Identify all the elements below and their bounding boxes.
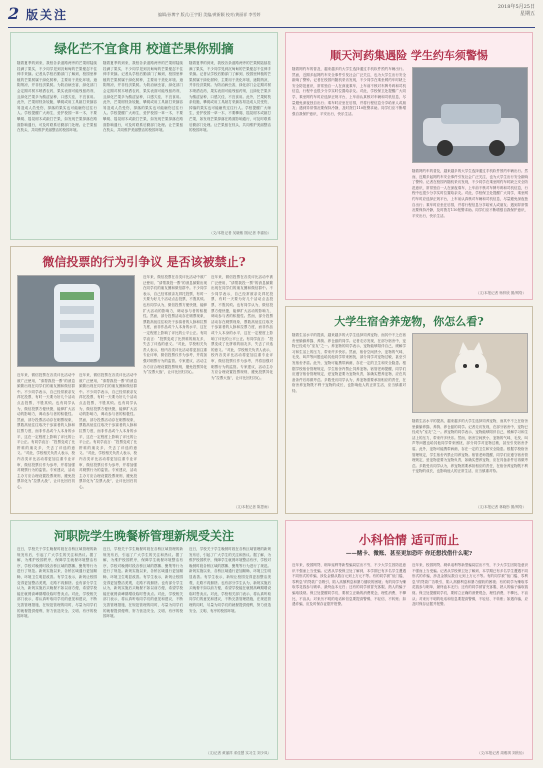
article-credit: （文/记者 黄丽祥 邓佳慧 实习生 刘少凤）: [205, 751, 271, 755]
article-photo: [17, 275, 135, 367]
article-body-col-3: 随着夏季的到来，我校各条道路两旁的芒果树陆续挂满了果实，不少同学见到沉甸甸的芒果便忍不住伸手采摘。记者从学校后勤部门了解到，校园里种植的芒果树属于绿化树种，主要用于美化环境、遮阴纳凉，并非经济果树。为防治病虫害，绿化部门会定期对树木喷洒农药，果实表面可能残留药剂，且绿化芒果多为酸涩品种，口感欠佳，不宜食用。此外，芒果树枝条较脆，攀爬或用工具敲打采摘容易造成人员受伤，掉落的果实也可能砸伤过往行人。学校提醒广大师生，爱护校园一草一木，不要攀爬、摇晃树木或敲打芒果，如发现芒果掉落在路面影响通行，可及时联系后勤部门处理。让芒果留在枝头，共同维护美丽整洁的校园环境。: [189, 61, 271, 133]
article-dinner-rules: [10, 520, 278, 760]
date-text: 2018年5月25日: [497, 4, 535, 10]
article-title: 小科恰情 适可而止: [358, 533, 460, 547]
article-subtitle: ——赌卡、微账、甚至更加恐吓 你还想找借什么呢?: [345, 551, 473, 557]
article-body-col-2: 近日，学校关于学生晚餐时段在各桥区域管理的新规发布后，引起了广大学生的关注和热议。据了解，为维护校园秩序，保障学生就餐环境整洁有序，学校对晚餐时段各桥区域的摆摊、聚集等行为进行了规范。新规实施以来，各桥区域通行更加顺畅，环境卫生明显改善。有学生表示，新规让校园变得更加整洁美观，走路不再拥挤。也有部分学生认为，新规实施后买晚餐不如以前方便，希望学校能在就餐高峰期增设临时售卖点。对此，学校相关部门表示，将认真听取同学们的意见和建议，不断完善管理措施，在规范管理的同时，尽量为同学们的就餐提供便利，努力营造安全、文明、有序的校园环境。: [103, 547, 183, 619]
article-title: 微信投票的行为引争议 是否该被禁止?: [42, 255, 246, 269]
article-body-col-1: 近年来，微信投票在各类评比活动中被广泛使用，“请帮我投一票”的消息频繁出现在同学们的朋友圈和微信群中。不少同学表示，自己经常被亲友拜托投票，有时一天要为好几个活动点击投票，不胜其烦。也有同学认为，微信投票方便快捷，能够扩大活动的影响力，调动参与者的积极性。然而，部分投票活动存在刷票现象，票数高低往往取决于参赛者的人脉和拉票力度，而非作品或个人本身的水平，这在一定程度上影响了评比的公平公正。有同学直言：“投票变成了比拼谁的朋友多，失去了评选的意义。”对此，学校相关负责人表示，校内各类评比活动将更加注重专业评审，微信投票仅作为参考，并将加强对刷票行为的监管。专家建议，活动主办方应合理设置投票规则，避免投票异化为“拉票大战”，让评比回归初心。: [17, 373, 75, 489]
article-credit: （文/本报记者 周雅琪 刘欣怡）: [477, 751, 526, 755]
article-body-col-2: 随着网约车的普及，越来越多的大学生选择通过手机软件预约车辆出行。然而，近期多起网约车安全事件引发社会广泛关注，也为大学生出行安全敲响了警钟。记者在校园内随机采访发现，不少同学在乘坐网约车时缺乏安全防范意识，常常独自一人在深夜乘车，上车前不核对车牌号码和司机信息，行程中也很少分享实时位置给亲友。对此，学校保卫处提醒广大同学，乘坐网约车时应选择正规平台，上车前认真核对车辆和司机信息，尽量避免深夜独自出行；乘车时应坐在后排，并将行程信息分享给家人或朋友；遇到异常情况要保持冷静，及时拨打110报警求助。同学们应不断增强自我保护意识，平安出行，快乐生活。: [412, 169, 528, 218]
article-title: 河职院学生晚餐桥管理新规受关注: [53, 529, 234, 543]
article-body-col-2: 随着生活水平的提高，越来越多的大学生选择饲养宠物，而其中不乏在宿舍里偷偷养猫、养狗、养仓鼠的同学。记者走访发现，在部分宿舍中，宠物已经成为“室友”之一。养宠物的同学表示，宠物能够陪伴自己，缓解学习和生活上的压力，带来许多快乐。然而，宿舍空间狭小，宠物的气味、毛发、叫声等问题也给其他同学带来困扰，部分同学对宠物过敏，甚至引发宿舍矛盾。此外，宠物可能携带病菌，存在一定的卫生和安全隐患。根据学校宿舍管理规定，学生宿舍内禁止饲养宠物。宿管老师提醒，同学们应遵守宿舍管理规定，爱宠物更要为宠物负责，如确实想养宠物，应在具备条件后再做考虑。多数受访同学认为，养宠物需要承担相应的责任，在宿舍养宠物既不利于宠物的成长，也影响他人的正常生活，应当慎重对待。: [412, 419, 528, 474]
article-body-col-3: 近日，学校关于学生晚餐时段在各桥区域管理的新规发布后，引起了广大学生的关注和热议。据了解，为维护校园秩序，保障学生就餐环境整洁有序，学校对晚餐时段各桥区域的摆摊、聚集等行为进行了规范。新规实施以来，各桥区域通行更加顺畅，环境卫生明显改善。有学生表示，新规让校园变得更加整洁美观，走路不再拥挤。也有部分学生认为，新规实施后买晚餐不如以前方便，希望学校能在就餐高峰期增设临时售卖点。对此，学校相关部门表示，将认真听取同学们的意见和建议，不断完善管理措施，在规范管理的同时，尽量为同学们的就餐提供便利，努力营造安全、文明、有序的校园环境。: [189, 547, 271, 613]
phone-voting-image: [18, 276, 135, 367]
header-divider: [8, 27, 535, 28]
issue-date: [498, 4, 535, 18]
editors-line: 编辑/孙博宇 版式/王宇阳 美编/黄新颖 校对/黄丽祥 李雪婷: [158, 12, 261, 17]
article-title: 顺天河药集遇险 学生约车须警惕: [330, 49, 488, 62]
article-credit: （文/本报记者 林晓彤 图/网络）: [475, 505, 526, 509]
section-title: 版关注: [26, 8, 69, 22]
article-wechat-voting: [10, 246, 278, 514]
article-credit: （文/本报记者 陈思雨）: [233, 505, 271, 509]
article-credit: （文/本报记者 杨梓欣 图/网络）: [475, 291, 526, 295]
article-body-col-1: 随着网约车的普及，越来越多的大学生选择通过手机软件预约车辆出行。然而，近期多起网约车安全事件引发社会广泛关注，也为大学生出行安全敲响了警钟。记者在校园内随机采访发现，不少同学在乘坐网约车时缺乏安全防范意识，常常独自一人在深夜乘车，上车前不核对车牌号码和司机信息，行程中也很少分享实时位置给亲友。对此，学校保卫处提醒广大同学，乘坐网约车时应选择正规平台，上车前认真核对车辆和司机信息，尽量避免深夜独自出行；乘车时应坐在后排，并将行程信息分享给家人或朋友；遇到异常情况要保持冷静，及时拨打110报警求助。同学们应不断增强自我保护意识，平安出行，快乐生活。: [292, 67, 406, 116]
pet-photo: [413, 334, 528, 413]
article-scam-warning: [285, 520, 533, 760]
article-dorm-pets: [285, 306, 533, 514]
article-greening: [10, 32, 278, 240]
article-body-col-2: 近年来，校园网贷、刷单返利等新型骗局层出不穷，不少大学生因防范意识不强而上当受骗。记者从学校保卫处了解到，本学期已有多名学生遭遇不同形式的诈骗，涉及金额从数百元到上万元不等。有的同学被“低门槛、零利息”的贷款广告吸引，陷入高额利息和暴力催收的困境；有的同学为赚取零花钱参与刷单，最终血本无归；还有的同学被冒充客服、熟人的骗子骗取钱财。保卫处提醒同学们，要树立正确的消费观念，理性消费，不攀比、不盲从；对来历不明的电话和信息要提高警惕，不轻信、不转账；如遇诈骗，应及时保存证据并报警。: [412, 563, 528, 607]
article-photo: [412, 67, 528, 163]
article-credit: （文/本报记者 吴晓敏 图/记者 李嘉怡）: [209, 231, 271, 235]
article-body-col-4: 近年来，微信投票在各类评比活动中被广泛使用，“请帮我投一票”的消息频繁出现在同学们的朋友圈和微信群中。不少同学表示，自己经常被亲友拜托投票，有时一天要为好几个活动点击投票，不胜其烦。也有同学认为，微信投票方便快捷，能够扩大活动的影响力，调动参与者的积极性。然而，部分投票活动存在刷票现象，票数高低往往取决于参赛者的人脉和拉票力度，而非作品或个人本身的水平，这在一定程度上影响了评比的公平公正。有同学直言：“投票变成了比拼谁的朋友多，失去了评选的意义。”对此，学校相关负责人表示，校内各类评比活动将更加注重专业评审，微信投票仅作为参考，并将加强对刷票行为的监管。专家建议，活动主办方应合理设置投票规则，避免投票异化为“拉票大战”，让评比回归初心。: [211, 275, 273, 380]
page-number: 2: [8, 4, 20, 23]
article-body-col-2: 随着夏季的到来，我校各条道路两旁的芒果树陆续挂满了果实，不少同学见到沉甸甸的芒果便忍不住伸手采摘。记者从学校后勤部门了解到，校园里种植的芒果树属于绿化树种，主要用于美化环境、遮阴纳凉，并非经济果树。为防治病虫害，绿化部门会定期对树木喷洒农药，果实表面可能残留药剂，且绿化芒果多为酸涩品种，口感欠佳，不宜食用。此外，芒果树枝条较脆，攀爬或用工具敲打采摘容易造成人员受伤，掉落的果实也可能砸伤过往行人。学校提醒广大师生，爱护校园一草一木，不要攀爬、摇晃树木或敲打芒果，如发现芒果掉落在路面影响通行，可及时联系后勤部门处理。让芒果留在枝头，共同维护美丽整洁的校园环境。: [103, 61, 183, 133]
article-title: 大学生宿舍养宠物，你怎么看?: [334, 315, 484, 328]
article-body-col-1: 随着生活水平的提高，越来越多的大学生选择饲养宠物，而其中不乏在宿舍里偷偷养猫、养狗、养仓鼠的同学。记者走访发现，在部分宿舍中，宠物已经成为“室友”之一。养宠物的同学表示，宠物能够陪伴自己，缓解学习和生活上的压力，带来许多快乐。然而，宿舍空间狭小，宠物的气味、毛发、叫声等问题也给其他同学带来困扰，部分同学对宠物过敏，甚至引发宿舍矛盾。此外，宠物可能携带病菌，存在一定的卫生和安全隐患。根据学校宿舍管理规定，学生宿舍内禁止饲养宠物。宿管老师提醒，同学们应遵守宿舍管理规定，爱宠物更要为宠物负责，如确实想养宠物，应在具备条件后再做考虑。多数受访同学认为，养宠物需要承担相应的责任，在宿舍养宠物既不利于宠物的成长，也影响他人的正常生活，应当慎重对待。: [292, 333, 406, 393]
article-body-col-3: 近年来，微信投票在各类评比活动中被广泛使用，“请帮我投一票”的消息频繁出现在同学们的朋友圈和微信群中。不少同学表示，自己经常被亲友拜托投票，有时一天要为好几个活动点击投票，不胜其烦。也有同学认为，微信投票方便快捷，能够扩大活动的影响力，调动参与者的积极性。然而，部分投票活动存在刷票现象，票数高低往往取决于参赛者的人脉和拉票力度，而非作品或个人本身的水平，这在一定程度上影响了评比的公平公正。有同学直言：“投票变成了比拼谁的朋友多，失去了评选的意义。”对此，学校相关负责人表示，校内各类评比活动将更加注重专业评审，微信投票仅作为参考，并将加强对刷票行为的监管。专家建议，活动主办方应合理设置投票规则，避免投票异化为“拉票大战”，让评比回归初心。: [143, 275, 207, 375]
article-body-col-1: 近日，学校关于学生晚餐时段在各桥区域管理的新规发布后，引起了广大学生的关注和热议。据了解，为维护校园秩序，保障学生就餐环境整洁有序，学校对晚餐时段各桥区域的摆摊、聚集等行为进行了规范。新规实施以来，各桥区域通行更加顺畅，环境卫生明显改善。有学生表示，新规让校园变得更加整洁美观，走路不再拥挤。也有部分学生认为，新规实施后买晚餐不如以前方便，希望学校能在就餐高峰期增设临时售卖点。对此，学校相关部门表示，将认真听取同学们的意见和建议，不断完善管理措施，在规范管理的同时，尽量为同学们的就餐提供便利，努力营造安全、文明、有序的校园环境。: [17, 547, 97, 619]
car-icon: [413, 68, 528, 163]
article-body-col-2: 近年来，微信投票在各类评比活动中被广泛使用，“请帮我投一票”的消息频繁出现在同学们的朋友圈和微信群中。不少同学表示，自己经常被亲友拜托投票，有时一天要为好几个活动点击投票，不胜其烦。也有同学认为，微信投票方便快捷，能够扩大活动的影响力，调动参与者的积极性。然而，部分投票活动存在刷票现象，票数高低往往取决于参赛者的人脉和拉票力度，而非作品或个人本身的水平，这在一定程度上影响了评比的公平公正。有同学直言：“投票变成了比拼谁的朋友多，失去了评选的意义。”对此，学校相关负责人表示，校内各类评比活动将更加注重专业评审，微信投票仅作为参考，并将加强对刷票行为的监管。专家建议，活动主办方应合理设置投票规则，避免投票异化为“拉票大战”，让评比回归初心。: [79, 373, 137, 489]
article-ride-safety: [285, 32, 533, 300]
article-body-col-1: 随着夏季的到来，我校各条道路两旁的芒果树陆续挂满了果实，不少同学见到沉甸甸的芒果便忍不住伸手采摘。记者从学校后勤部门了解到，校园里种植的芒果树属于绿化树种，主要用于美化环境、遮阴纳凉，并非经济果树。为防治病虫害，绿化部门会定期对树木喷洒农药，果实表面可能残留药剂，且绿化芒果多为酸涩品种，口感欠佳，不宜食用。此外，芒果树枝条较脆，攀爬或用工具敲打采摘容易造成人员受伤，掉落的果实也可能砸伤过往行人。学校提醒广大师生，爱护校园一草一木，不要攀爬、摇晃树木或敲打芒果，如发现芒果掉落在路面影响通行，可及时联系后勤部门处理。让芒果留在枝头，共同维护美丽整洁的校园环境。: [17, 61, 97, 133]
article-photo: [412, 333, 528, 413]
weekday-text: 星期五: [519, 11, 535, 17]
article-title: 绿化芒不宜食用 校道芒果你别摘: [54, 41, 234, 56]
page-header: [8, 4, 535, 28]
article-body-col-1: 近年来，校园网贷、刷单返利等新型骗局层出不穷，不少大学生因防范意识不强而上当受骗。记者从学校保卫处了解到，本学期已有多名学生遭遇不同形式的诈骗，涉及金额从数百元到上万元不等。有的同学被“低门槛、零利息”的贷款广告吸引，陷入高额利息和暴力催收的困境；有的同学为赚取零花钱参与刷单，最终血本无归；还有的同学被冒充客服、熟人的骗子骗取钱财。保卫处提醒同学们，要树立正确的消费观念，理性消费，不攀比、不盲从；对来历不明的电话和信息要提高警惕，不轻信、不转账；如遇诈骗，应及时保存证据并报警。: [292, 563, 406, 607]
